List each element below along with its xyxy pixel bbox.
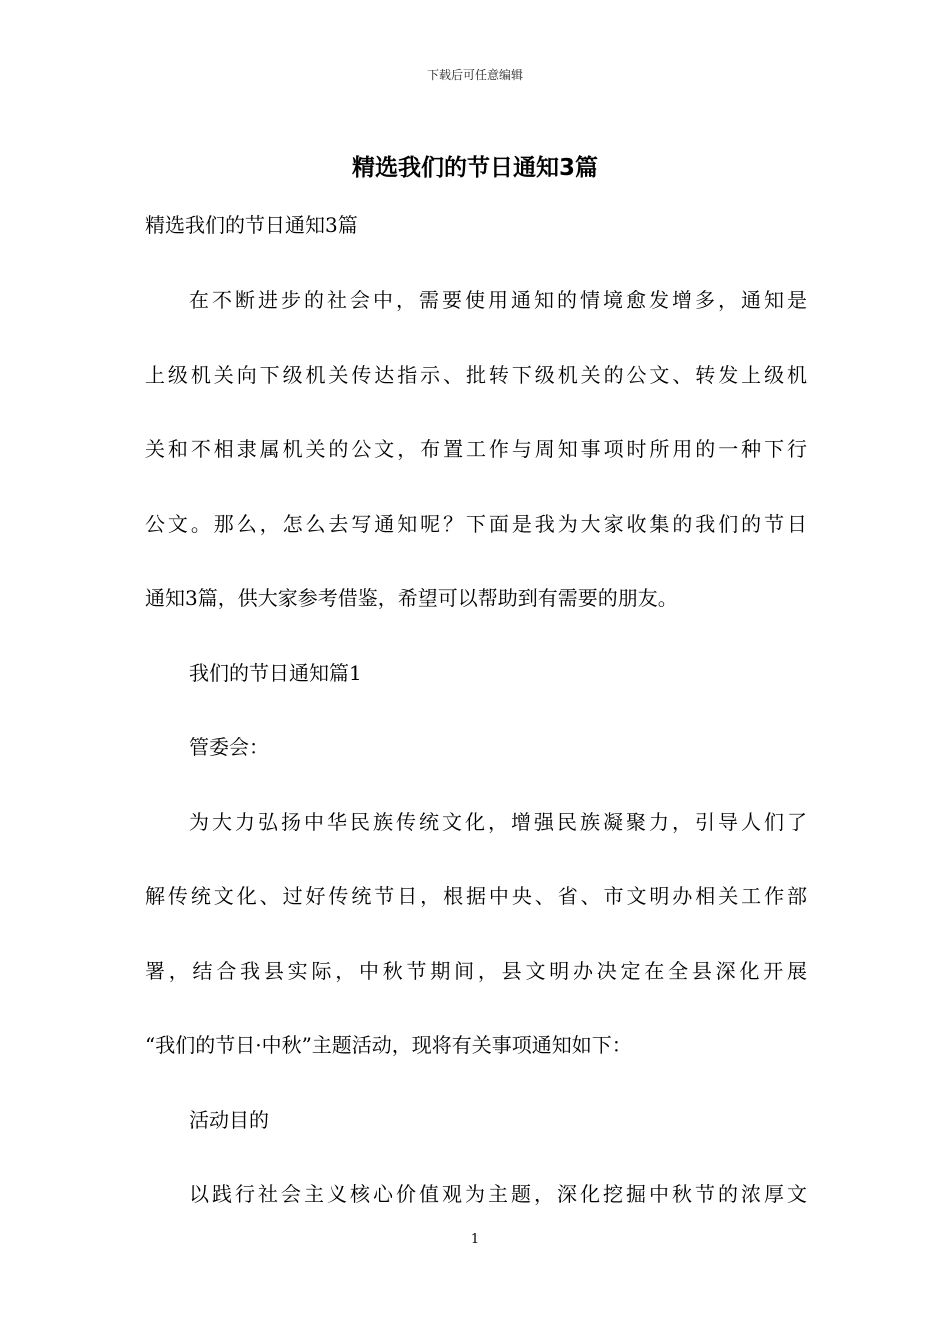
paragraph-line: 署，结合我县实际，中秋节期间，县文明办决定在全县深化开展 [145, 959, 807, 983]
paragraph-line: 以践行社会主义核心价值观为主题，深化挖掘中秋节的浓厚文 [189, 1182, 807, 1206]
paragraph-line: 关和不相隶属机关的公文，布置工作与周知事项时所用的一种下行 [145, 437, 807, 461]
paragraph-line: 解传统文化、过好传统节日，根据中央、省、市文明办相关工作部 [145, 884, 807, 908]
paragraph-line: 公文。那么，怎么去写通知呢？下面是我为大家收集的我们的节日 [145, 512, 807, 536]
page-number: 1 [470, 1232, 480, 1247]
paragraph-line: “我们的节日·中秋”主题活动，现将有关事项通知如下： [145, 1033, 632, 1057]
section-heading: 活动目的 [189, 1108, 269, 1132]
paragraph-line: 在不断进步的社会中，需要使用通知的情境愈发增多，通知是 [189, 288, 807, 312]
paragraph-line: 为大力弘扬中华民族传统文化，增强民族凝聚力，引导人们了 [189, 810, 807, 834]
paragraph-line: 通知3篇，供大家参考借鉴，希望可以帮助到有需要的朋友。 [145, 586, 678, 610]
salutation-line: 管委会： [189, 735, 269, 759]
paragraph-line: 上级机关向下级机关传达指示、批转下级机关的公文、转发上级机 [145, 363, 807, 387]
page-header: 下载后可任意编辑 [426, 68, 523, 82]
subtitle-line: 精选我们的节日通知3篇 [145, 213, 358, 237]
document-title: 精选我们的节日通知3篇 [351, 155, 598, 181]
section-heading: 我们的节日通知篇1 [189, 661, 362, 685]
